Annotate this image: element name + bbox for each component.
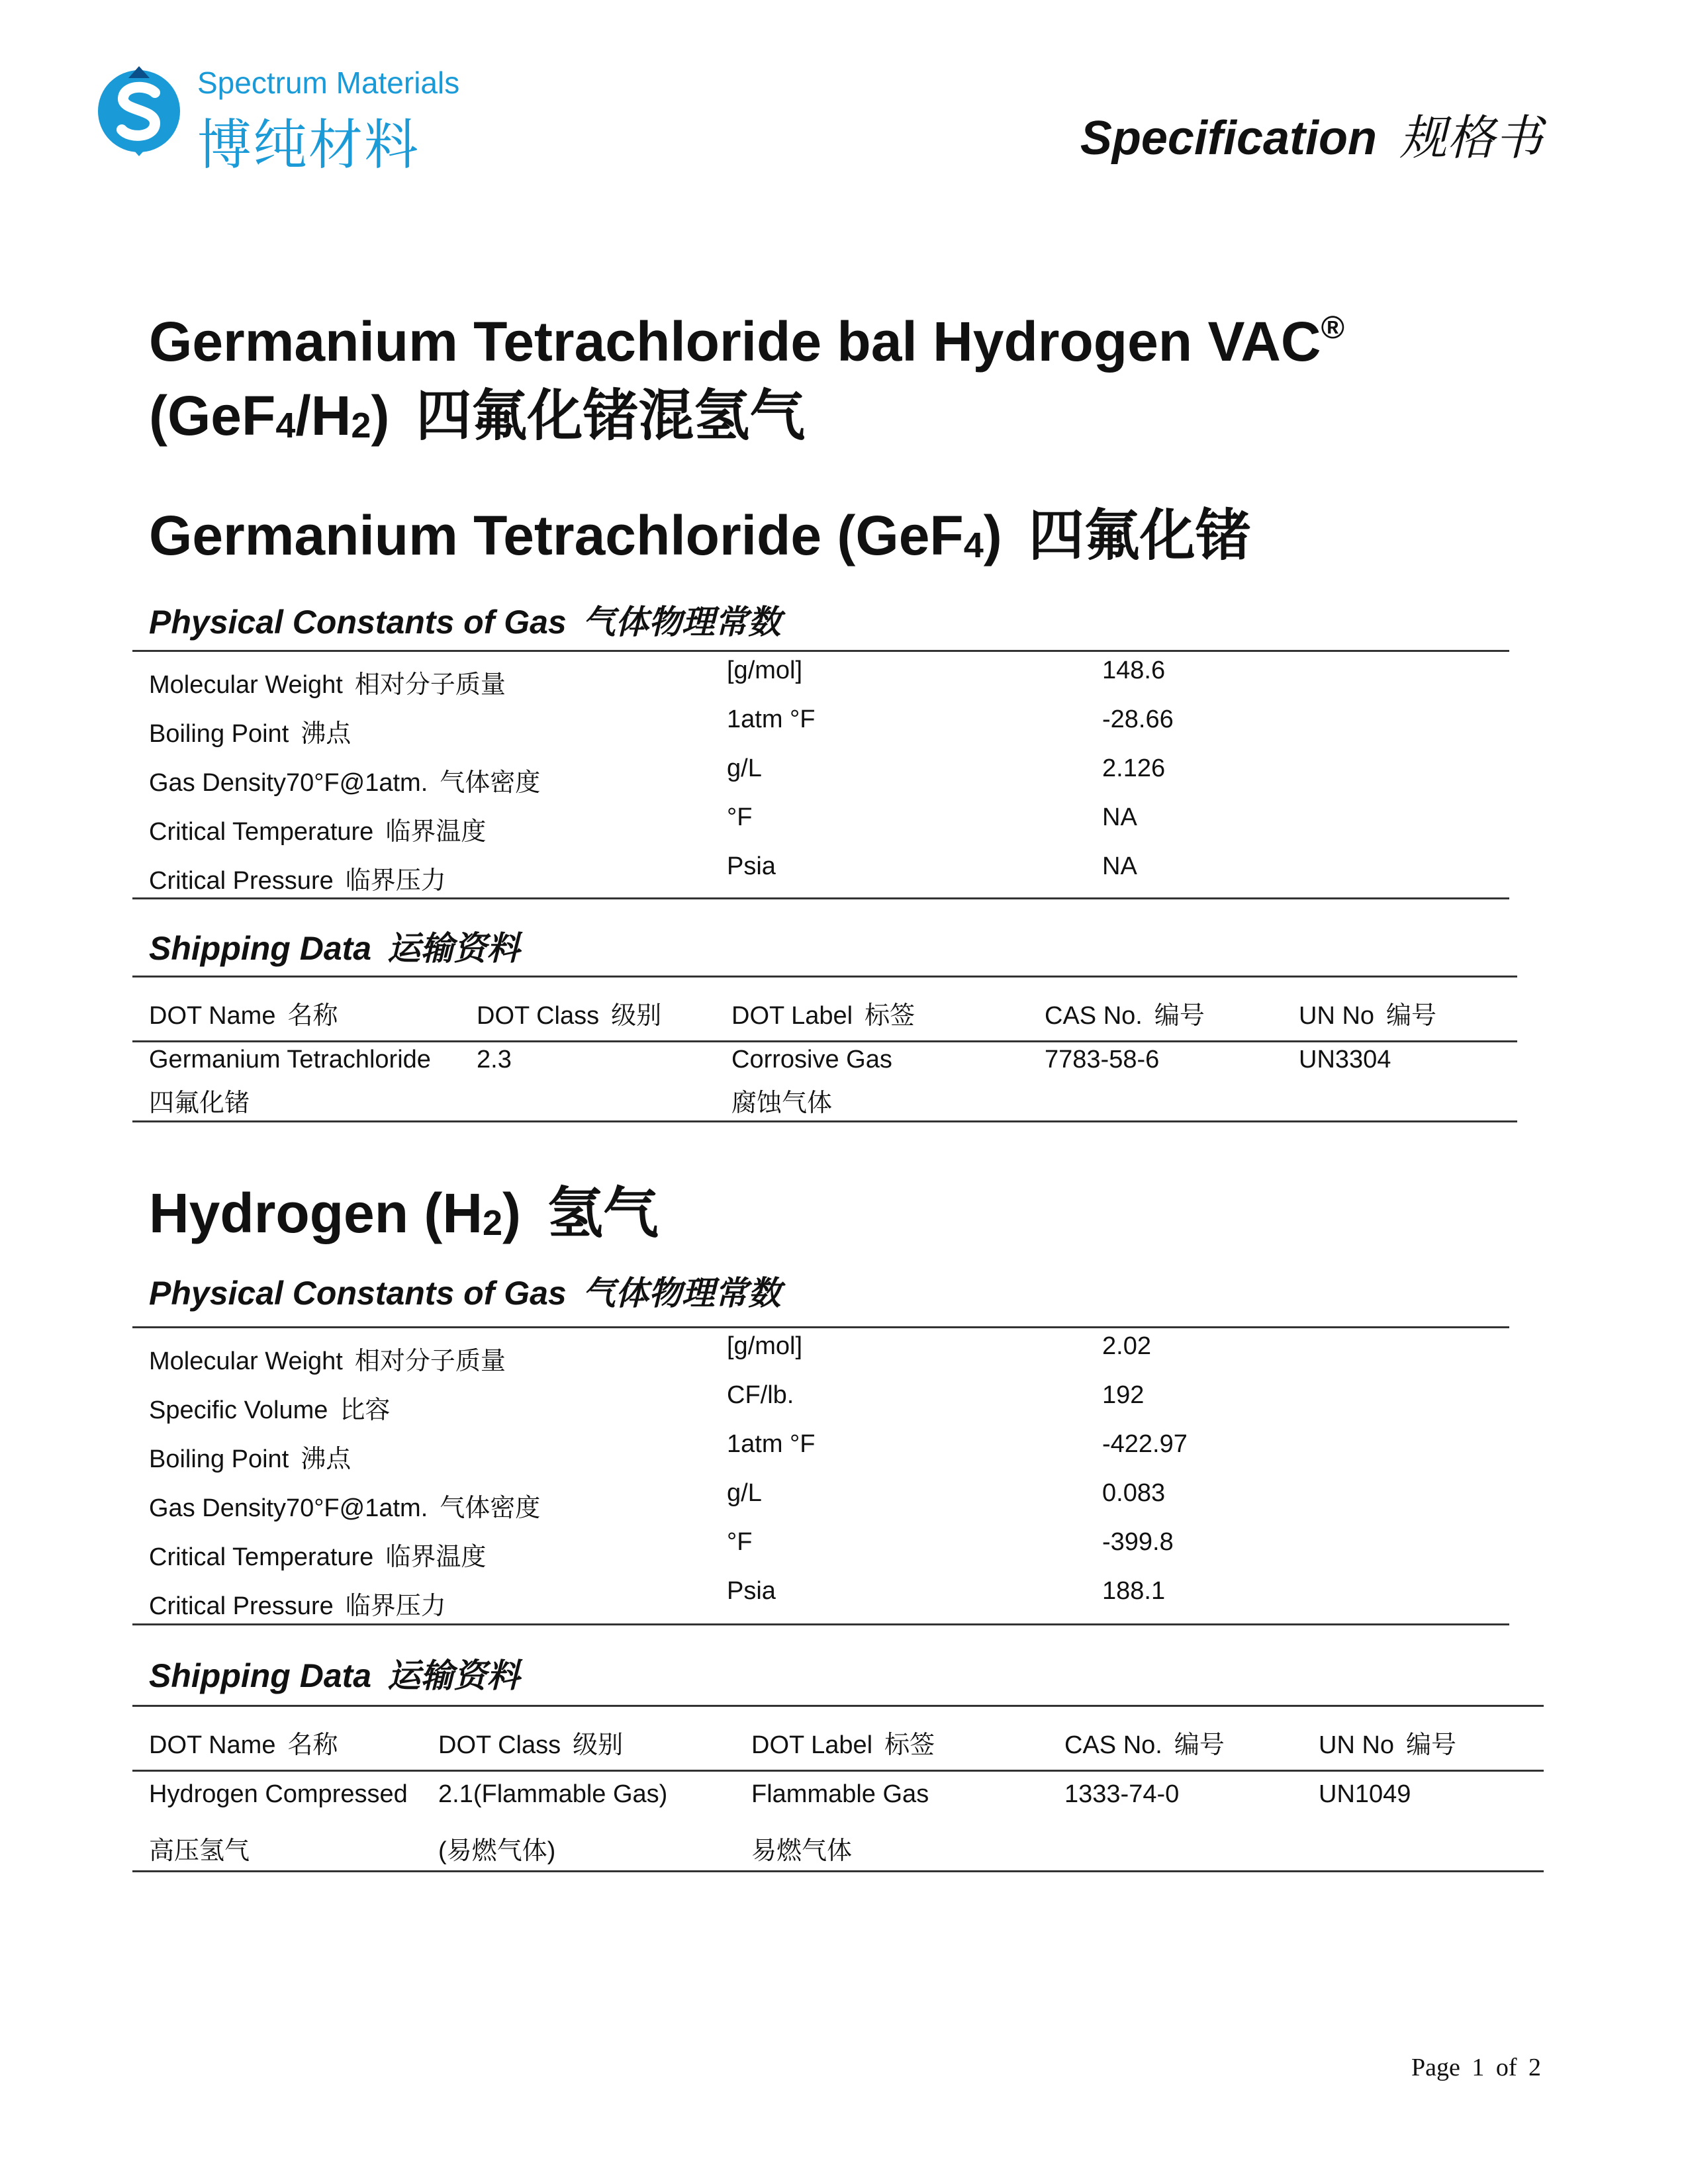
column-header-un xyxy=(1319,1724,1456,1760)
property-name xyxy=(149,811,486,847)
shipping-data-title xyxy=(149,922,520,970)
property-unit: 1atm °F xyxy=(727,1430,816,1458)
property-value: NA xyxy=(1102,852,1137,880)
logo-mark-icon xyxy=(86,58,192,164)
formula-part: ) xyxy=(371,385,390,447)
property-unit: °F xyxy=(727,803,753,831)
header-en: CAS No. xyxy=(1045,1002,1143,1030)
property-en: Critical Temperature xyxy=(149,1543,374,1571)
header-cn: 名称 xyxy=(287,1002,338,1030)
heading-cn: 四氟化锗 xyxy=(1028,504,1251,567)
property-value: NA xyxy=(1102,803,1137,831)
heading-cn: 氢气 xyxy=(547,1182,659,1244)
document-type-en: Specification xyxy=(1080,112,1377,165)
shipping-dot-name: Germanium Tetrachloride xyxy=(149,1046,431,1073)
divider xyxy=(132,1870,1544,1872)
property-value: -399.8 xyxy=(1102,1528,1174,1556)
divider xyxy=(132,1040,1517,1042)
property-value: 148.6 xyxy=(1102,657,1166,684)
divider xyxy=(132,897,1509,899)
logo-text-cn: 博纯材料 xyxy=(197,115,420,175)
property-value: 192 xyxy=(1102,1381,1145,1409)
property-name xyxy=(149,1438,351,1475)
property-name xyxy=(149,1487,540,1524)
shipping-dot-label-cn: 易燃气体 xyxy=(751,1837,853,1865)
shipping-dot-label: Corrosive Gas xyxy=(731,1046,892,1073)
section-title-en: Shipping Data xyxy=(149,1657,372,1694)
divider xyxy=(132,976,1517,978)
physical-constants-title xyxy=(149,596,781,643)
shipping-cas-number: 1333-74-0 xyxy=(1064,1780,1180,1808)
property-en: Specific Volume xyxy=(149,1396,328,1424)
section-title-cn: 气体物理常数 xyxy=(582,1275,781,1312)
property-cn: 临界温度 xyxy=(385,1543,487,1571)
page-number: Page 1 of 2 xyxy=(1411,2054,1541,2081)
property-value: 0.083 xyxy=(1102,1479,1166,1507)
property-cn: 相对分子质量 xyxy=(354,671,506,699)
property-name xyxy=(149,664,506,700)
property-en: Boiling Point xyxy=(149,720,289,748)
header-cn: 编号 xyxy=(1174,1731,1225,1759)
header-cn: 编号 xyxy=(1386,1002,1437,1030)
header-en: DOT Label xyxy=(751,1731,873,1759)
column-header-cas xyxy=(1064,1724,1225,1760)
section-title-en: Physical Constants of Gas xyxy=(149,1275,567,1312)
formula-subscript: 2 xyxy=(351,406,371,445)
shipping-dot-label: Flammable Gas xyxy=(751,1780,929,1808)
property-unit: Psia xyxy=(727,852,776,880)
header-en: DOT Name xyxy=(149,1731,276,1759)
header-cn: 级别 xyxy=(611,1002,662,1030)
physical-constants-title xyxy=(149,1267,781,1314)
property-name xyxy=(149,1389,390,1426)
property-cn: 气体密度 xyxy=(440,1494,541,1522)
property-value: 2.126 xyxy=(1102,754,1166,782)
property-name xyxy=(149,1340,506,1377)
heading-subscript: 4 xyxy=(963,525,984,565)
shipping-cas-number: 7783-58-6 xyxy=(1045,1046,1160,1073)
divider xyxy=(132,1770,1544,1772)
property-en: Critical Temperature xyxy=(149,818,374,846)
registered-mark: ® xyxy=(1321,310,1344,345)
column-header-un xyxy=(1299,995,1436,1031)
property-cn: 沸点 xyxy=(301,1445,352,1473)
header-en: DOT Class xyxy=(438,1731,561,1759)
property-en: Gas Density70°F@1atm. xyxy=(149,1494,428,1522)
divider xyxy=(132,1120,1517,1122)
section-title-cn: 运输资料 xyxy=(387,1657,520,1694)
shipping-dot-name-cn: 四氟化锗 xyxy=(149,1089,250,1117)
header-en: CAS No. xyxy=(1064,1731,1162,1759)
header-cn: 编号 xyxy=(1406,1731,1457,1759)
property-name xyxy=(149,1585,446,1621)
logo-text-en: Spectrum Materials xyxy=(197,66,460,100)
header-cn: 级别 xyxy=(573,1731,624,1759)
shipping-un-number: UN3304 xyxy=(1299,1046,1391,1073)
header-en: DOT Label xyxy=(731,1002,853,1030)
property-cn: 沸点 xyxy=(301,720,352,748)
shipping-un-number: UN1049 xyxy=(1319,1780,1411,1808)
property-en: Critical Pressure xyxy=(149,867,334,895)
property-en: Molecular Weight xyxy=(149,671,343,699)
header-en: UN No xyxy=(1299,1002,1375,1030)
heading-text: ) xyxy=(502,1182,522,1244)
header-en: DOT Class xyxy=(477,1002,600,1030)
product-title-cn: 四氟化锗混氢气 xyxy=(416,385,806,447)
shipping-dot-class: 2.3 xyxy=(477,1046,512,1073)
heading-text: Germanium Tetrachloride (GeF xyxy=(149,504,964,567)
heading-text: Hydrogen (H xyxy=(149,1182,483,1244)
property-cn: 比容 xyxy=(340,1396,391,1424)
divider xyxy=(132,1623,1509,1625)
shipping-dot-name-cn: 高压氢气 xyxy=(149,1837,250,1865)
heading-text: ) xyxy=(983,504,1002,567)
property-name xyxy=(149,713,351,749)
divider xyxy=(132,650,1509,652)
column-header-cas xyxy=(1045,995,1205,1031)
property-name xyxy=(149,1536,486,1572)
column-header-dot-name xyxy=(149,1724,338,1760)
formula-subscript: 4 xyxy=(275,406,296,445)
component-heading-gef4 xyxy=(149,491,1251,571)
section-title-cn: 运输资料 xyxy=(387,930,520,967)
column-header-dot-name xyxy=(149,995,338,1031)
column-header-dot-label xyxy=(731,995,915,1031)
header-en: DOT Name xyxy=(149,1002,276,1030)
header-cn: 名称 xyxy=(287,1731,338,1759)
shipping-dot-name: Hydrogen Compressed xyxy=(149,1780,408,1808)
product-title-line1: Germanium Tetrachloride bal Hydrogen VAC xyxy=(149,310,1321,373)
property-en: Gas Density70°F@1atm. xyxy=(149,769,428,797)
property-unit: 1atm °F xyxy=(727,705,816,733)
shipping-data-title xyxy=(149,1649,520,1697)
company-logo xyxy=(86,58,460,175)
property-value: -422.97 xyxy=(1102,1430,1188,1458)
property-en: Boiling Point xyxy=(149,1445,289,1473)
column-header-dot-label xyxy=(751,1724,935,1760)
property-unit: g/L xyxy=(727,754,762,782)
property-unit: Psia xyxy=(727,1577,776,1605)
property-en: Critical Pressure xyxy=(149,1592,334,1620)
property-value: 188.1 xyxy=(1102,1577,1166,1605)
property-name xyxy=(149,762,540,798)
formula-part: /H xyxy=(295,385,352,447)
property-unit: [g/mol] xyxy=(727,1332,803,1360)
divider xyxy=(132,1705,1544,1707)
header-cn: 标签 xyxy=(865,1002,915,1030)
property-cn: 气体密度 xyxy=(440,769,541,797)
heading-subscript: 2 xyxy=(483,1203,503,1243)
document-type xyxy=(1080,99,1542,168)
property-value: -28.66 xyxy=(1102,705,1174,733)
component-heading-h2 xyxy=(149,1169,659,1249)
property-cn: 临界压力 xyxy=(345,1592,446,1620)
property-unit: CF/lb. xyxy=(727,1381,794,1409)
header-cn: 标签 xyxy=(884,1731,935,1759)
shipping-dot-class: 2.1(Flammable Gas) xyxy=(438,1780,668,1808)
property-cn: 临界温度 xyxy=(385,818,487,846)
column-header-dot-class xyxy=(438,1724,623,1760)
property-en: Molecular Weight xyxy=(149,1347,343,1375)
header-cn: 编号 xyxy=(1154,1002,1205,1030)
product-title xyxy=(149,291,1344,463)
formula-part: (GeF xyxy=(149,385,276,447)
property-cn: 临界压力 xyxy=(345,867,446,895)
section-title-en: Physical Constants of Gas xyxy=(149,604,567,641)
divider xyxy=(132,1326,1509,1328)
property-unit: [g/mol] xyxy=(727,657,803,684)
section-title-cn: 气体物理常数 xyxy=(582,604,781,641)
header-en: UN No xyxy=(1319,1731,1395,1759)
property-unit: °F xyxy=(727,1528,753,1556)
shipping-dot-class-cn: (易燃气体) xyxy=(438,1837,556,1865)
document-type-cn: 规格书 xyxy=(1399,112,1542,165)
property-name xyxy=(149,860,446,896)
property-cn: 相对分子质量 xyxy=(354,1347,506,1375)
property-unit: g/L xyxy=(727,1479,762,1507)
section-title-en: Shipping Data xyxy=(149,930,372,967)
property-value: 2.02 xyxy=(1102,1332,1151,1360)
column-header-dot-class xyxy=(477,995,661,1031)
shipping-dot-label-cn: 腐蚀气体 xyxy=(731,1089,833,1117)
